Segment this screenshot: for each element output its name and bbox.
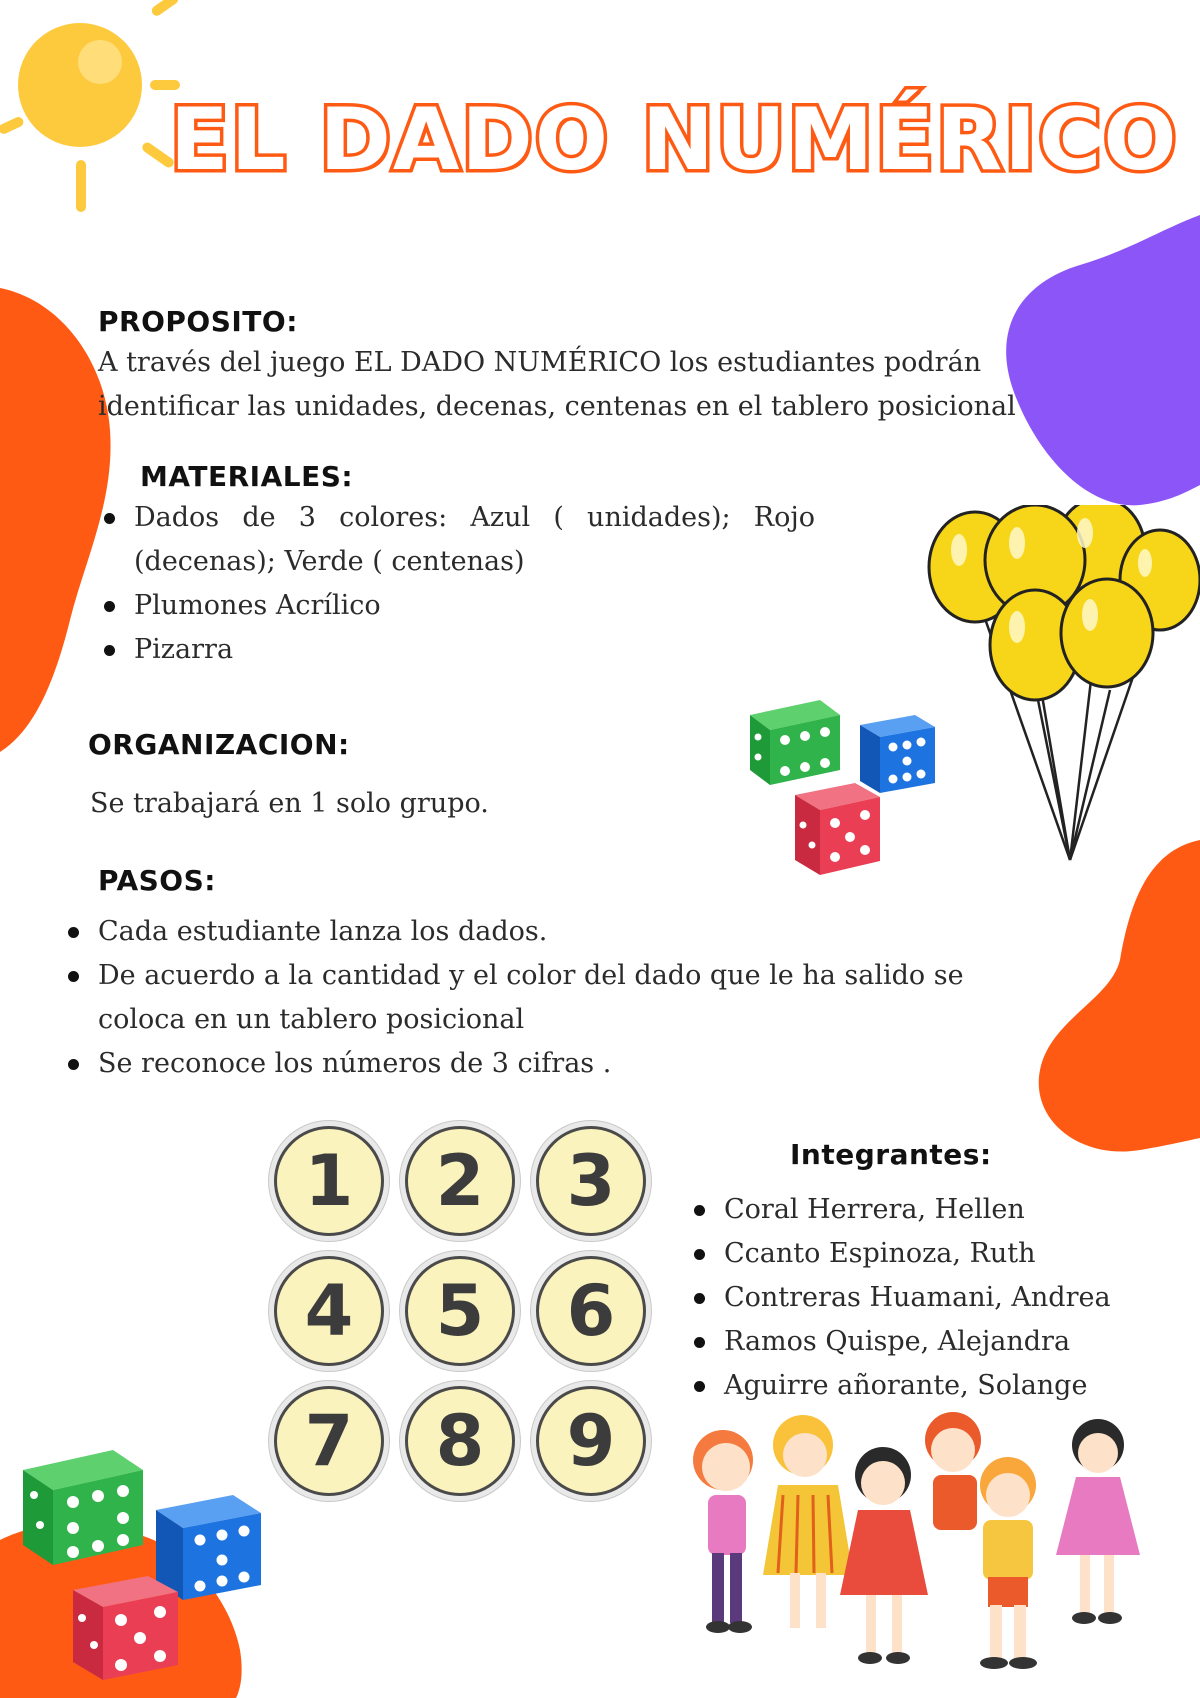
- number-circle-3: 3: [536, 1126, 646, 1236]
- page-title: EL DADO NUMÉRICO: [170, 90, 1179, 190]
- proposito-line-2: identificar las unidades, decenas, centenas en el tablero posicional: [98, 391, 1016, 422]
- member-item: Coral Herrera, Hellen: [690, 1188, 1170, 1232]
- number-circle-7: 7: [274, 1386, 384, 1496]
- pasos-item: Se reconoce los números de 3 cifras .: [64, 1042, 964, 1086]
- organizacion-text: Se trabajará en 1 solo grupo.: [90, 788, 489, 819]
- member-item: Ccanto Espinoza, Ruth: [690, 1232, 1170, 1276]
- integrantes-heading: Integrantes:: [790, 1138, 992, 1171]
- materiales-item: Pizarra: [100, 628, 815, 672]
- sun-icon: [0, 0, 185, 215]
- materiales-list: [100, 496, 815, 672]
- pasos-list: [64, 910, 964, 1086]
- number-circle-6: 6: [536, 1256, 646, 1366]
- pasos-item: Cada estudiante lanza los dados.: [64, 910, 964, 954]
- orange-blob-left: [0, 288, 111, 752]
- proposito-heading: PROPOSITO:: [98, 305, 298, 338]
- pasos-item: De acuerdo a la cantidad y el color del dado que le ha salido se coloca en un tablero posicional: [64, 954, 964, 1042]
- pasos-heading: PASOS:: [98, 864, 216, 897]
- materiales-item: Dados de 3 colores: Azul ( unidades); Rojo (decenas); Verde ( centenas): [100, 496, 815, 584]
- member-item: Aguirre añorante, Solange: [690, 1364, 1170, 1408]
- number-circle-9: 9: [536, 1386, 646, 1496]
- materiales-item: Plumones Acrílico: [100, 584, 815, 628]
- number-circle-2: 2: [405, 1126, 515, 1236]
- integrantes-list: [690, 1188, 1170, 1408]
- number-circle-4: 4: [274, 1256, 384, 1366]
- number-circle-5: 5: [405, 1256, 515, 1366]
- proposito-line-1: A través del juego EL DADO NUMÉRICO los estudiantes podrán: [98, 347, 982, 378]
- member-item: Ramos Quispe, Alejandra: [690, 1320, 1170, 1364]
- number-circle-1: 1: [274, 1126, 384, 1236]
- organizacion-heading: ORGANIZACION:: [88, 728, 350, 761]
- materiales-heading: MATERIALES:: [140, 460, 354, 493]
- purple-blob-right: [1006, 215, 1200, 505]
- number-circle-8: 8: [405, 1386, 515, 1496]
- dice-icon: [18, 1440, 273, 1685]
- children-icon: [678, 1405, 1168, 1695]
- member-item: Contreras Huamani, Andrea: [690, 1276, 1170, 1320]
- orange-blob-right: [1039, 840, 1200, 1152]
- dice-icon: [745, 695, 960, 885]
